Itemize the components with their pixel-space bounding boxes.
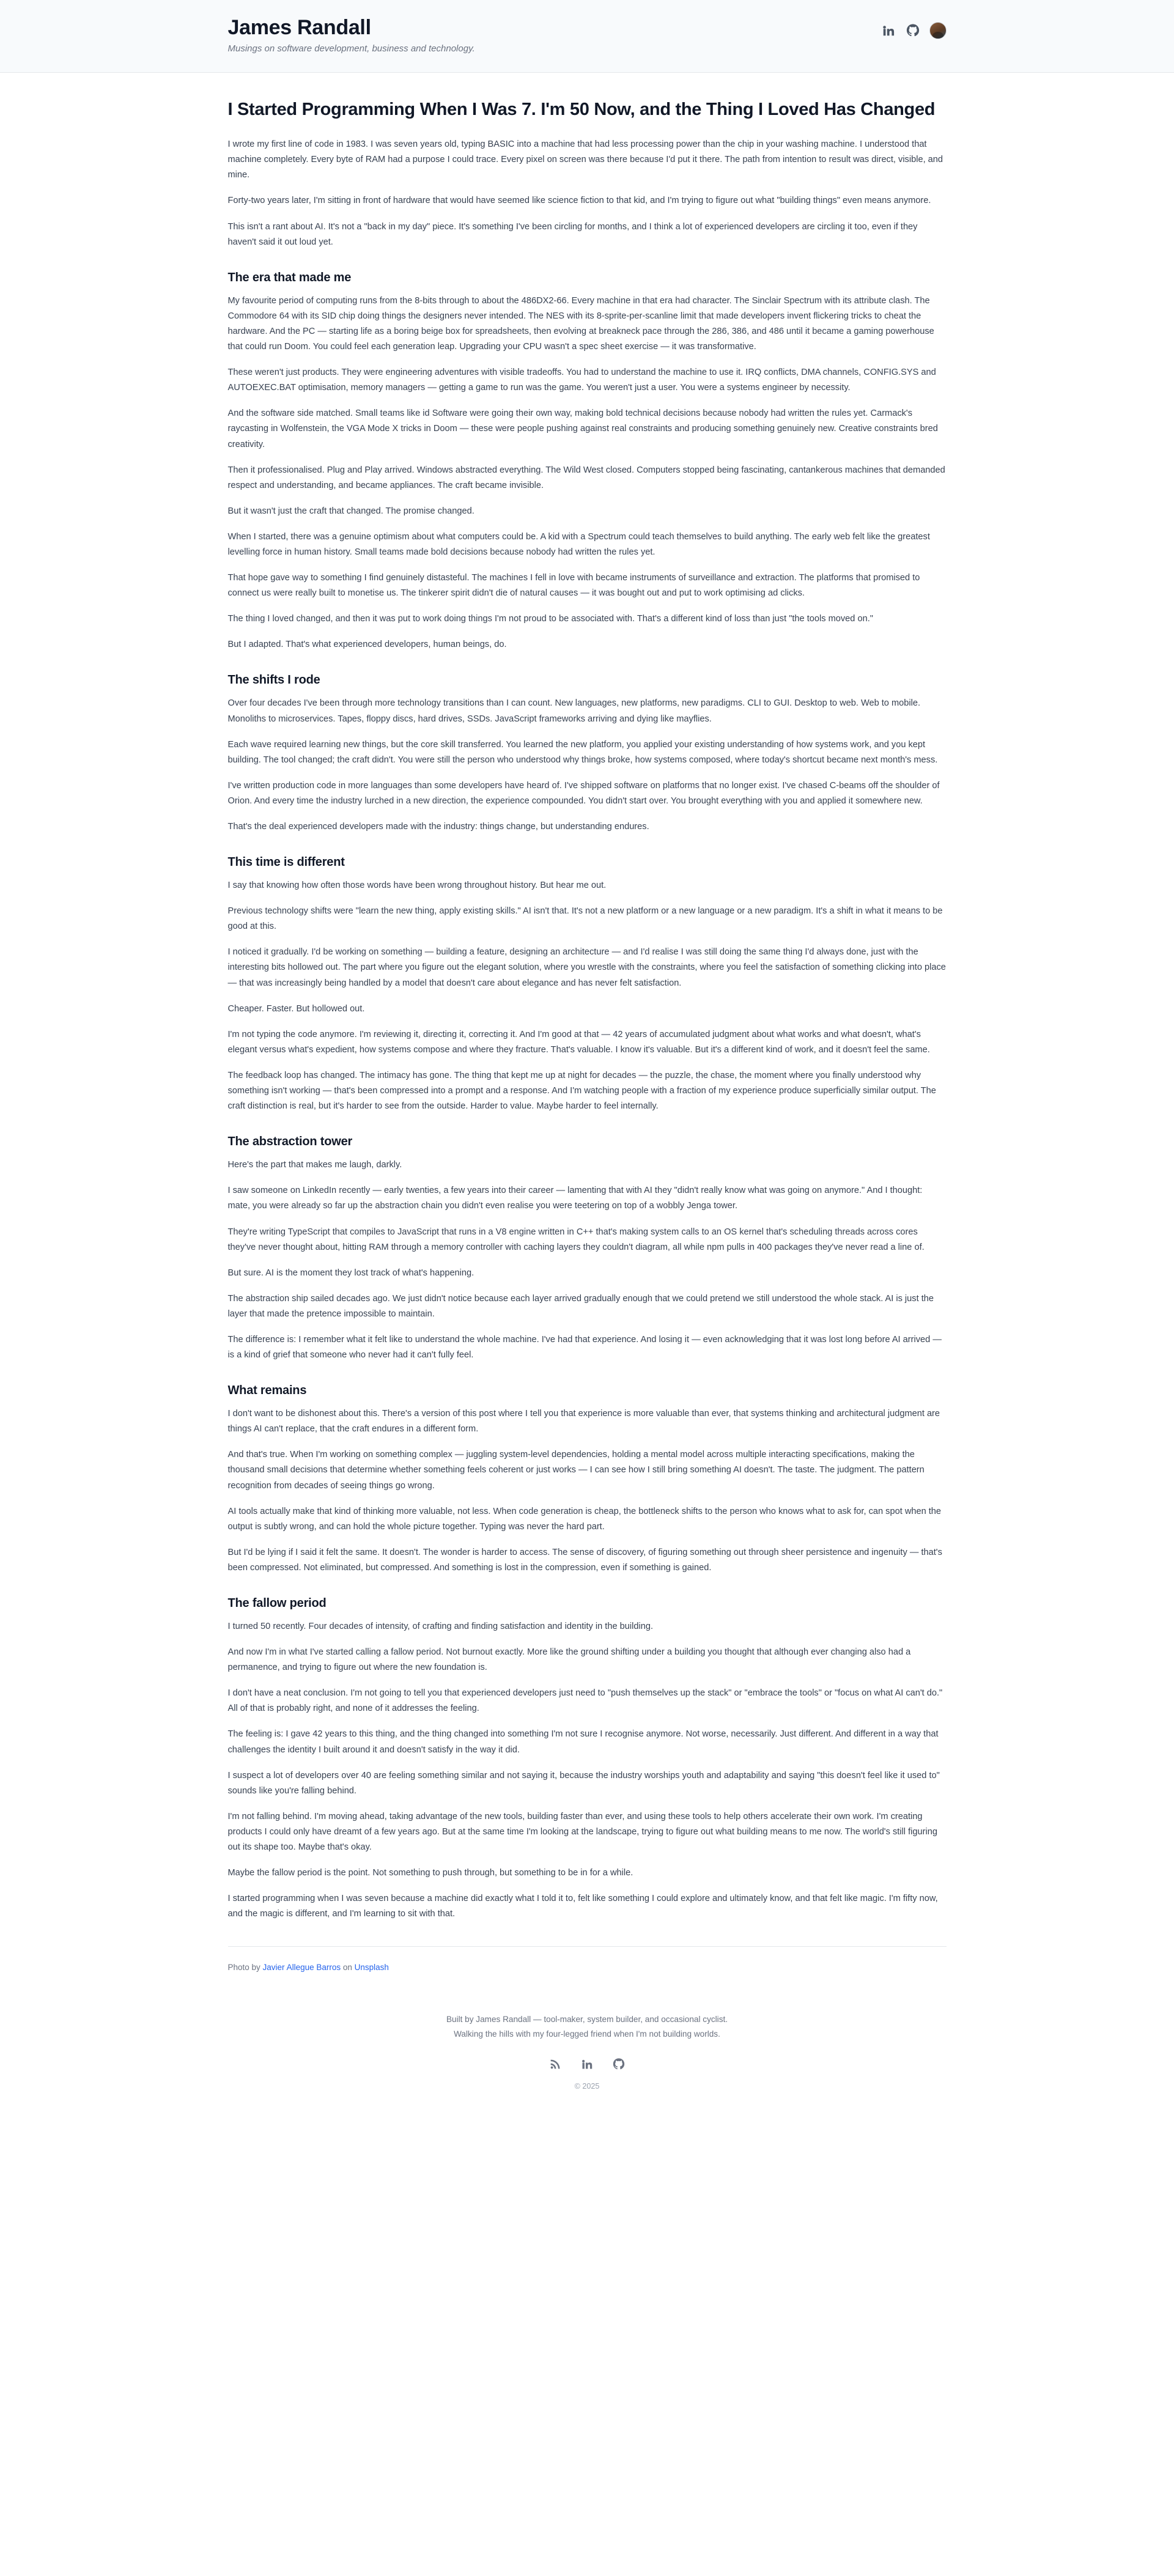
paragraph: The difference is: I remember what it felt like to understand the whole machine. I've had that experience. And losing it — even acknowledging that it was lost long before AI arrived — is a kind of grief that someone who never had it can't fully feel. — [227, 1334, 942, 1360]
linkedin-icon[interactable] — [580, 2057, 594, 2071]
github-icon[interactable] — [905, 23, 921, 39]
footer-tagline-2: Walking the hills with my four-legged friend when I'm not building worlds. — [454, 2029, 720, 2039]
site-header — [0, 0, 1174, 73]
paragraph: I don't want to be dishonest about this. There's a version of this post where I tell you that experience is more valuable than ever, that systems thinking and architectural judgment are things AI can't replace, that the craft endures in a different form. — [227, 1409, 940, 1434]
main-content — [228, 73, 947, 1972]
header-social-links — [880, 16, 947, 39]
photo-source-link[interactable]: Unsplash — [354, 1963, 389, 1973]
paragraph: But sure. AI is the moment they lost track of what's happening. — [227, 1268, 474, 1278]
photo-author-link[interactable]: Javier Allegue Barros — [262, 1963, 341, 1973]
paragraph: When I started, there was a genuine optimism about what computers could be. A kid with a Spectrum could teach themselves to build anything. The early web felt like the greatest levelling force in human history. Small teams made bold decisions because nobody had written the rules yet. — [227, 531, 930, 557]
paragraph: The abstraction ship sailed decades ago. We just didn't notice because each layer arrived gradually enough that we could pretend we still understood the whole stack. AI is just the layer that made the pretence impossible to maintain. — [227, 1293, 934, 1319]
paragraph: That hope gave way to something I find genuinely distasteful. The machines I fell in love with became instruments of surveillance and extraction. The platforms that promised to connect us were really built to monetise us. The tinkerer spirit didn't die of natural causes — it was bought out and put to work optimising ad clicks. — [227, 573, 920, 599]
paragraph: Over four decades I've been through more technology transitions than I can count. New languages, new platforms, new paradigms. CLI to GUI. Desktop to web. Web to mobile. Monoliths to microservices. Tapes, floppy discs, hard drives, SSDs. JavaScript frameworks arriving and dying like mayflies. — [227, 698, 921, 724]
rss-icon[interactable] — [548, 2057, 562, 2071]
header-inner — [228, 16, 947, 54]
paragraph: I've written production code in more languages than some developers have heard of. I've shipped software on platforms that no longer exist. I've chased C-beams off the shoulder of Orion. And every time the industry lurched in a new direction, the experience compounded. You didn't start over. You brought everything with you and applied it somewhere new. — [227, 780, 940, 806]
intro-paragraph: Forty-two years later, I'm sitting in front of hardware that would have seemed like science fiction to that kid, and I'm trying to figure out what "building things" even means anymore. — [227, 196, 931, 206]
section-heading-this-time-is-different: This time is different — [227, 855, 345, 869]
paragraph: But it wasn't just the craft that changed. The promise changed. — [227, 506, 474, 516]
paragraph: The feeling is: I gave 42 years to this thing, and the thing changed into something I'm not sure I recognise anymore. Not worse, necessarily. Just different. And different in a way that challenges the identity I built around it and doesn't satisfy in the way it did. — [227, 1729, 939, 1755]
intro-paragraph: This isn't a rant about AI. It's not a "back in my day" piece. It's something I've been circling for months, and I think a lot of experienced developers are circling it too, even if they haven't said it out loud yet. — [227, 221, 918, 247]
paragraph: Cheaper. Faster. But hollowed out. — [227, 1003, 365, 1014]
paragraph: Maybe the fallow period is the point. Not something to push through, but something to be in for a while. — [227, 1868, 633, 1878]
blog-post — [228, 98, 947, 1972]
paragraph: These weren't just products. They were engineering adventures with visible tradeoffs. You had to understand the machine to use it. IRQ conflicts, DMA channels, CONFIG.SYS and AUTOEXEC.BAT optimisation, memory managers — getting a game to run was the game. You weren't just a user. You were a systems engineer by necessity. — [227, 367, 936, 393]
site-title: James Randall — [227, 16, 371, 39]
paragraph: That's the deal experienced developers made with the industry: things change, but understanding endures. — [227, 822, 649, 832]
paragraph: I'm not typing the code anymore. I'm reviewing it, directing it, correcting it. And I'm good at that — 42 years of accumulated judgment about what works and what doesn't, what's elegant versus what's expedient, how systems compose and where they fracture. That's valuable. I know it's valuable. But it's a different kind of work, and it doesn't feel the same. — [227, 1029, 930, 1055]
avatar[interactable] — [929, 22, 947, 39]
paragraph: I'm not falling behind. I'm moving ahead, taking advantage of the new tools, building faster than ever, and using these tools to help others accelerate their own work. I'm creating products I could only have dreamt of a few years ago. But at the same time I'm looking at the landscape, trying to figure out what building means to me now. The world's still figuring out its shape too. Maybe that's okay. — [227, 1811, 937, 1853]
photo-credit — [228, 1946, 947, 1972]
paragraph: The thing I loved changed, and then it was put to work doing things I'm not proud to be associated with. That's a different kind of loss than just "the tools moved on." — [227, 614, 873, 624]
paragraph: Here's the part that makes me laugh, darkly. — [227, 1160, 402, 1170]
paragraph: Then it professionalised. Plug and Play arrived. Windows abstracted everything. The Wild West closed. Computers stopped being fascinating, cantankerous machines that demanded respect and understanding, and became appliances. The craft became invisible. — [227, 465, 945, 490]
paragraph: Each wave required learning new things, but the core skill transferred. You learned the new platform, you applied your existing understanding of how systems work, and you kept building. The tool changed; the craft didn't. You were still the person who understood why things broke, how systems composed, where today's shortcut became next month's mess. — [227, 739, 938, 765]
section-heading-the-abstraction-tower: The abstraction tower — [227, 1135, 353, 1149]
paragraph: They're writing TypeScript that compiles to JavaScript that runs in a V8 engine written in C++ that's making system calls to an OS kernel that's scheduling threads across cores they've never thought about, hitting RAM through a memory controller with caching layers they couldn't diagram, all while npm pulls in 400 packages they've never read a line of. — [227, 1227, 925, 1252]
github-icon[interactable] — [612, 2057, 626, 2071]
footer-tagline-1: Built by James Randall — tool-maker, system builder, and occasional cyclist. — [446, 2015, 728, 2024]
brand[interactable] — [228, 16, 475, 54]
paragraph: I suspect a lot of developers over 40 are feeling something similar and not saying it, because the industry worships youth and adaptability and saying "this doesn't feel like it used to" sounds like you're falling behind. — [227, 1770, 940, 1796]
paragraph: Previous technology shifts were "learn the new thing, apply existing skills." AI isn't that. It's not a new platform or a new language or a new paradigm. It's a shift in what it means to be good at this. — [227, 906, 943, 932]
page-title: I Started Programming When I Was 7. I'm 50 Now, and the Thing I Loved Has Changed — [227, 100, 936, 120]
paragraph: My favourite period of computing runs from the 8-bits through to about the 486DX2-66. Every machine in that era had character. The Sinclair Spectrum with its attribute clash. The Commodore 64 with its SID chip doing things the designers never intended. The NES with its 8-sprite-per-scanline limit that made developers invent flickering tricks to cheat the hardware. And the PC — starting life as a boring beige box for spreadsheets, then evolving at breakneck pace through the 286, 386, and 486 until it became a gaming powerhouse that could run Doom. You could feel each generation leap. Upgrading your CPU wasn't a spec sheet exercise — it was transformative. — [227, 295, 934, 352]
paragraph: And that's true. When I'm working on something complex — juggling system-level dependencies, holding a mental model across multiple interacting specifications, making the thousand small decisions that determine whether something feels coherent or just works — I can see how I still bring something AI doesn't. The taste. The judgment. The pattern recognition from decades of seeing things go wrong. — [227, 1450, 925, 1491]
section-heading-era-that-made-me: The era that made me — [227, 270, 352, 284]
paragraph: The feedback loop has changed. The intimacy has gone. The thing that kept me up at night for decades — the puzzle, the chase, the moment where you finally understood why something isn't working — that's been compressed into a prompt and a response. And I'm watching people with a fraction of my experience produce superficially similar output. The craft distinction is real, but it's harder to see from the outside. Harder to value. Maybe harder to feel internally. — [227, 1070, 936, 1112]
paragraph: I don't have a neat conclusion. I'm not going to tell you that experienced developers just need to "push themselves up the stack" or "embrace the tools" or "focus on what AI can't do." All of that is probably right, and none of it addresses the feeling. — [227, 1688, 943, 1714]
paragraph: But I'd be lying if I said it felt the same. It doesn't. The wonder is harder to access. The sense of discovery, of figuring something out through sheer persistence and ingenuity — that's been compressed. Not eliminated, but compressed. And something is lost in the compression, even if something is gained. — [227, 1547, 942, 1573]
paragraph: I started programming when I was seven because a machine did exactly what I told it to, felt like something I could explore and ultimately know, and that felt like magic. I'm fifty now, and the magic is different, and I'm learning to sit with that. — [227, 1894, 938, 1919]
paragraph: I saw someone on LinkedIn recently — early twenties, a few years into their career — lamenting that with AI they "didn't really know what was going on anymore." And I thought: mate, you were already so far up the abstraction chain you didn't even realise you were teetering on top of a wobbly Jenga tower. — [227, 1186, 923, 1211]
paragraph: But I adapted. That's what experienced developers, human beings, do. — [227, 640, 507, 650]
photo-credit-middle: on — [341, 1963, 355, 1973]
paragraph: I turned 50 recently. Four decades of intensity, of crafting and finding satisfaction and identity in the building. — [227, 1622, 654, 1632]
footer-social-links — [0, 2057, 1174, 2071]
paragraph: I noticed it gradually. I'd be working on something — building a feature, designing an architecture — and I'd realise I was still doing the same thing I'd always done, just with the interesting bits hollowed out. The part where you figure out the elegant solution, where you wrestle with the constraints, where you feel the satisfaction of something clicking into place — that was increasingly being handled by a model that doesn't care about elegance and has never felt satisfaction. — [227, 947, 946, 988]
linkedin-icon[interactable] — [880, 23, 896, 39]
paragraph: And now I'm in what I've started calling a fallow period. Not burnout exactly. More like the ground shifting under a building you thought that although ever changing also had a permanence, and trying to figure out where the new foundation is. — [227, 1647, 911, 1673]
section-heading-the-fallow-period: The fallow period — [227, 1596, 327, 1611]
intro-paragraph: I wrote my first line of code in 1983. I was seven years old, typing BASIC into a machine that had less processing power than the chip in your washing machine. I understood that machine completely. Every byte of RAM had a purpose I could trace. Every pixel on screen was there because I'd put it there. The path from intention to result was direct, visible, and mine. — [227, 139, 943, 180]
site-tagline: Musings on software development, business and technology. — [227, 43, 475, 54]
copyright: © 2025 — [574, 2081, 600, 2091]
paragraph: I say that knowing how often those words have been wrong throughout history. But hear me out. — [227, 880, 607, 891]
paragraph: And the software side matched. Small teams like id Software were going their own way, making bold technical decisions because nobody had written the rules yet. Carmack's raycasting in Wolfenstein, the VGA Mode X tricks in Doom — these were people pushing against real constraints and producing something genuinely new. Creative constraints bred creativity. — [227, 408, 938, 449]
section-heading-the-shifts-i-rode: The shifts I rode — [227, 673, 320, 687]
photo-credit-prefix: Photo by — [227, 1963, 263, 1973]
section-heading-what-remains: What remains — [227, 1384, 307, 1398]
site-footer — [0, 1993, 1174, 2115]
paragraph: AI tools actually make that kind of thinking more valuable, not less. When code generation is cheap, the bottleneck shifts to the person who knows what to ask for, can spot when the output is subtly wrong, and can hold the whole picture together. Typing was never the hard part. — [227, 1506, 942, 1532]
